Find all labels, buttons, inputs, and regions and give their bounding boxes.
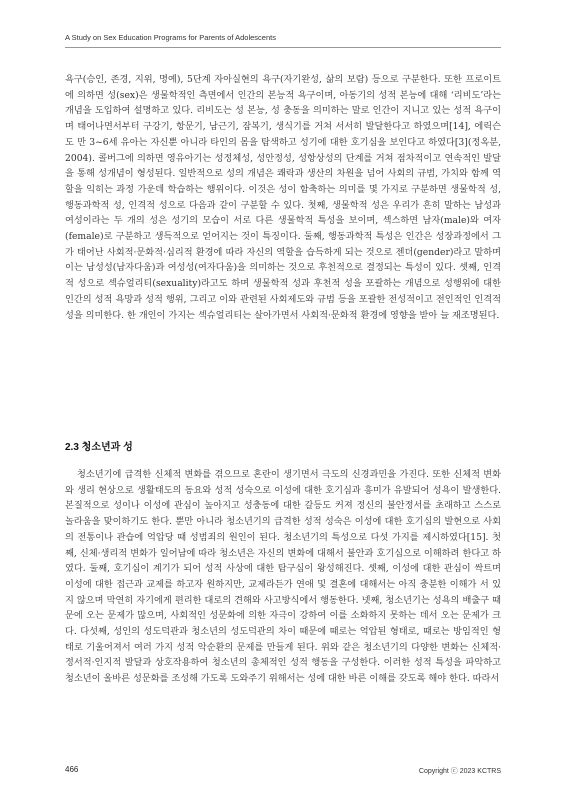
body-text-lower	[65, 467, 501, 687]
section-heading: 2.3 청소년과 성	[65, 442, 133, 453]
paragraph: 욕구(승인, 존경, 지위, 명예), 5단계 자아실현의 욕구(자기완성, 삶의 보람) 등으로 구분한다. 또한 프로이트에 의하면 성(sex)은 생물학적인 측면에서 인간의 본능적 욕구이며, 아동기의 성적 본능에 대해 ‘리비도’라는 개념을 도입하여 설명하고 있다. 리비도는 성 본능, 성 충동을 의미하는 말로 인간이 지니고 있는 성적 욕구이며 태어나면서부터 구강기, 항문기, 남근기, 잠복기, 생식기를 거쳐 서서히 발달한다고 하였으며[14], 에릭슨도 만 3~6세 유아는 자신뿐 아니라 타인의 몸을 탐색하고 성기에 대한 호기심을 보인다고 하였다[3](정옥분, 2004). 콜버그에 의하면 영유아기는 성정체성, 성안정성, 성항상성의 단계를 거쳐 점차적이고 연속적인 발달을 통해 성개념이 형성된다. 일반적으로 성의 개념은 쾌락과 생산의 차원을 넘어 사회의 규범, 가치와 함께 역할을 익히는 과정 가운데 학습하는 행위이다. 이것은 성이 함축하는 의미를 몇 가지로 구분하면 생물학적 성, 행동과학적 성, 인격적 성으로 다음과 같이 구분할 수 있다. 첫째, 생물학적 성은 우리가 흔히 말하는 남성과 여성이라는 두 개의 성은 성기의 모습이 서로 다른 생물학적 특성을 보이며, 섹스하면 남자(male)와 여자(female)로 구분하고 생득적으로 얻어지는 것이 특징이다. 둘째, 행동과학적 특성은 인간은 성장과정에서 그가 태어난 사회적·문화적·심리적 환경에 따라 자신의 역할을 습득하게 되는 것으로 젠더(gender)라고 말하며 이는 남성성(남자다움)과 여성성(여자다움)을 의미하는 것으로 후천적으로 결정되는 특성이 있다. 셋째, 인격적 성으로 섹슈얼리티(sexuality)라고도 하며 생물학적 성과 후천적 성을 포괄하는 개념으로 성행위에 대한 인간의 성적 욕망과 성적 행위, 그리고 이와 관련된 사회제도와 규범 등을 포괄한 전성적이고 전인적인 인격적 성을 의미한다. 한 개인이 가지는 섹슈얼리티는 살아가면서 사회적·문화적 환경에 영향을 받아 늘 재조명된다.	[65, 74, 501, 321]
header-divider	[65, 47, 501, 48]
running-header: A Study on Sex Education Programs for Parents of Adolescents	[65, 33, 276, 42]
paragraph: 청소년기에 급격한 신체적 변화를 겪으므로 혼란이 생기면서 극도의 신경과민을 가진다. 또한 신체적 변화와 생리 현상으로 생활태도의 동요와 성적 성숙으로 이성에 대한 호기심과 흥미가 유발되어 성욕이 발생한다. 본질적으로 성이나 이성에 관심이 높아지고 성충동에 대한 갈등도 커져 정신의 불안정서를 초래하고 스스로 놀라움을 맞이하기도 한다. 뿐만 아니라 청소년기의 급격한 성적 성숙은 이성에 대한 호기심의 발현으로 사회의 전통이나 관습에 억압당 때 성범죄의 원인이 된다. 청소년기의 특성으로 다섯 가지를 제시하였다[15]. 첫째, 신체·생리적 변화가 일어남에 따라 청소년은 자신의 변화에 대해서 불안과 호기심으로 이해하려 한다고 하였다. 둘째, 호기심이 계기가 되어 성적 사상에 대한 탐구심이 왕성해진다. 셋째, 이성에 대한 관심이 싹트며 이성에 대한 접근과 교제를 하고자 원하지만, 교제라든가 연애 및 결혼에 대해서는 아직 충분한 이해가 서 있지 않으며 막연히 자기에게 편리한 대로의 견해와 사고방식에서 행동한다. 넷째, 청소년기는 성욕의 배출구 때문에 오는 문제가 많으며, 사회적인 성문화에 의한 자극이 강하여 이를 소화하지 못하는 데서 오는 문제가 크다. 다섯째, 성인의 성도덕관과 청소년의 성도덕관의 차이 때문에 때로는 억압된 형태로, 때로는 방임적인 형태로 기울어져서 여러 가지 성적 악순환의 문제를 만들게 된다. 위와 같은 청소년기의 다양한 변화는 신체적·정서적·인지적 발달과 상호작용하여 청소년의 총체적인 성적 행동을 구성한다. 이러한 성적 특성을 파악하고 청소년이 올바른 성문화를 조성해 가도록 도와주기 위해서는 성에 대한 바른 이해를 갖도록 해야 한다. 따라서	[65, 469, 501, 685]
copyright-notice: Copyright ⓒ 2023 KCTRS	[418, 768, 501, 775]
page-number: 466	[65, 765, 79, 774]
body-text-upper	[65, 72, 501, 323]
